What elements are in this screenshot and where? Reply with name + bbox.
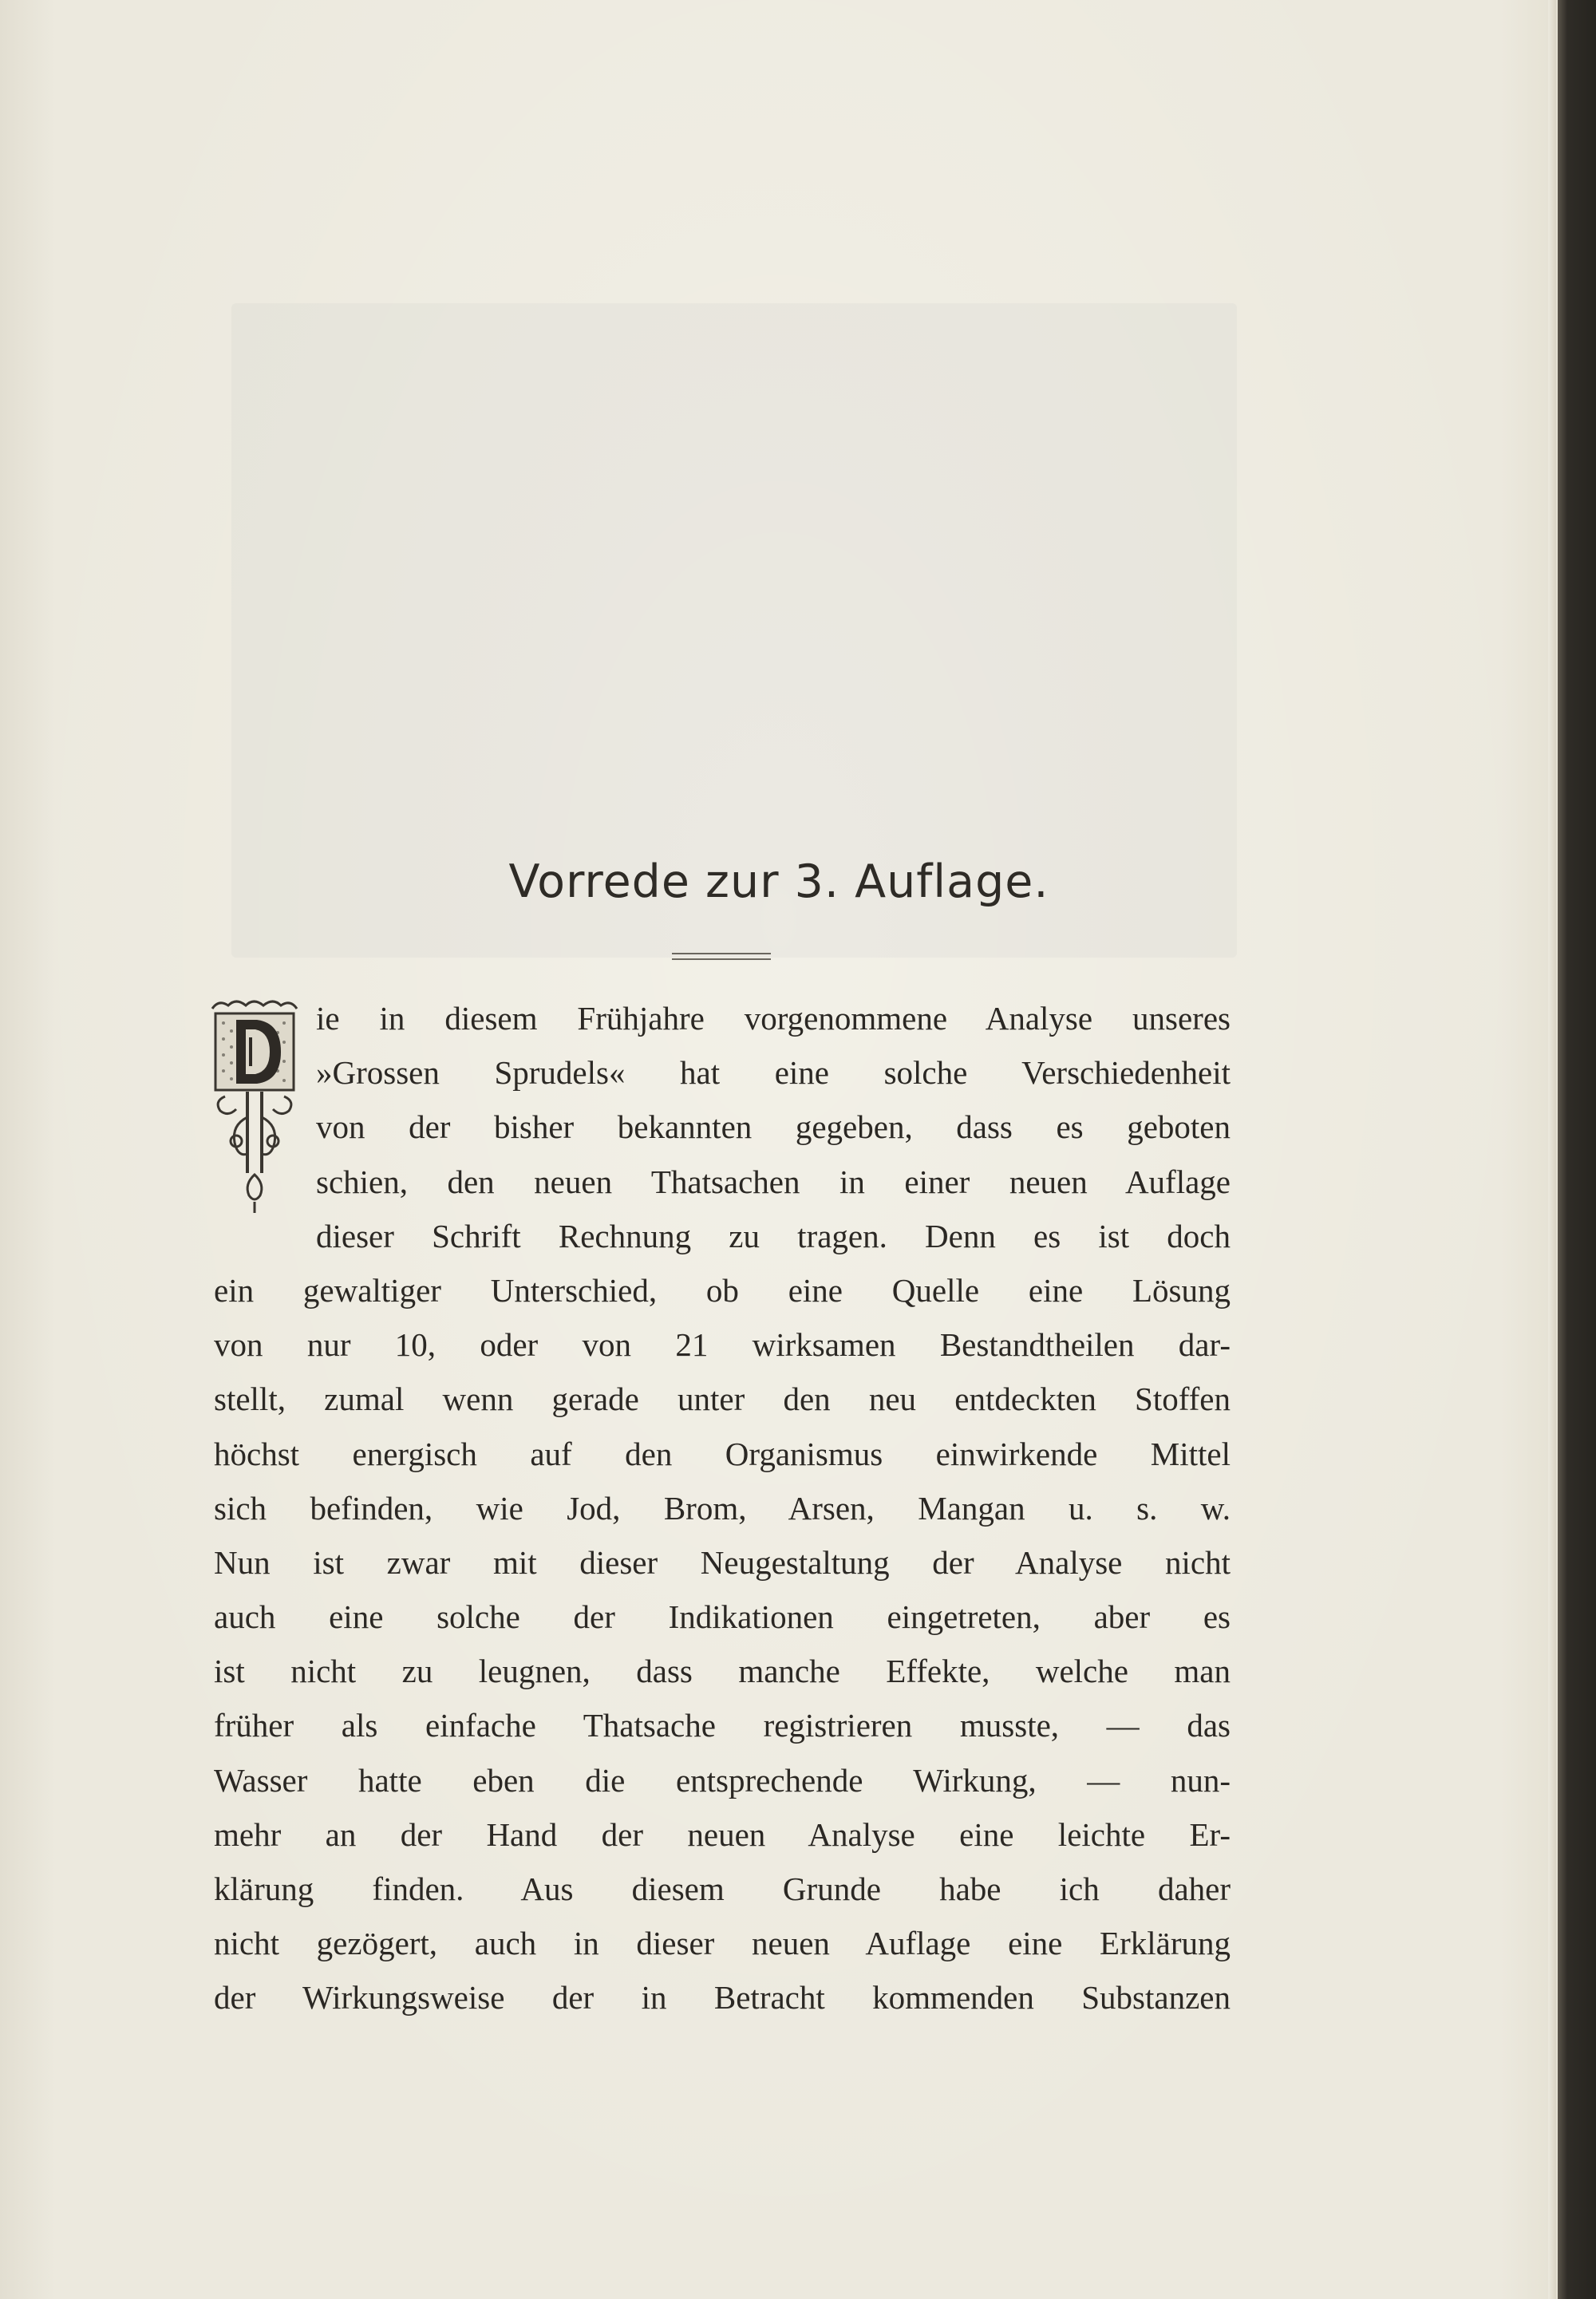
text-line: der Wirkungsweise der in Betracht kommenden Substanzen xyxy=(214,1979,1231,2017)
text-line: schien, den neuen Thatsachen in einer neuen Auflage xyxy=(316,1163,1231,1200)
text-line: von der bisher bekannten gegeben, dass es geboten xyxy=(316,1108,1231,1146)
book-cover-edge xyxy=(1558,0,1596,2299)
preface-paragraph xyxy=(214,991,1231,2025)
title-rule-top xyxy=(672,953,771,954)
page-title: Vorrede zur 3. Auflage. xyxy=(508,855,1049,908)
text-line: höchst energisch auf den Organismus einwirkende Mittel xyxy=(214,1435,1231,1472)
text-line: ein gewaltiger Unterschied, ob eine Quelle eine Lösung xyxy=(214,1271,1231,1309)
page-edge xyxy=(1548,0,1556,2299)
text-line: »Grossen Sprudels« hat eine solche Verschiedenheit xyxy=(316,1054,1231,1092)
text-line: Wasser hatte eben die entsprechende Wirkung, — nun- xyxy=(214,1761,1231,1799)
text-line: sich befinden, wie Jod, Brom, Arsen, Mangan u. s. w. xyxy=(214,1489,1231,1527)
text-line: auch eine solche der Indikationen eingetreten, aber es xyxy=(214,1598,1231,1636)
text-line: stellt, zumal wenn gerade unter den neu entdeckten Stoffen xyxy=(214,1381,1231,1418)
text-line: ist nicht zu leugnen, dass manche Effekte, welche man xyxy=(214,1653,1231,1690)
text-line: Nun ist zwar mit dieser Neugestaltung der Analyse nicht xyxy=(214,1543,1231,1581)
title-rule-bottom xyxy=(672,958,771,960)
text-line: dieser Schrift Rechnung zu tragen. Denn es ist doch xyxy=(316,1217,1231,1254)
text-line: nicht gezögert, auch in dieser neuen Auflage eine Erklärung xyxy=(214,1925,1231,1962)
text-line: von nur 10, oder von 21 wirksamen Bestandtheilen dar- xyxy=(214,1326,1231,1364)
text-line: ie in diesem Frühjahre vorgenommene Analyse unseres xyxy=(316,1000,1231,1037)
text-line: klärung finden. Aus diesem Grunde habe ich daher xyxy=(214,1870,1231,1907)
text-line: früher als einfache Thatsache registrieren musste, — das xyxy=(214,1707,1231,1744)
text-line: mehr an der Hand der neuen Analyse eine leichte Er- xyxy=(214,1815,1231,1853)
